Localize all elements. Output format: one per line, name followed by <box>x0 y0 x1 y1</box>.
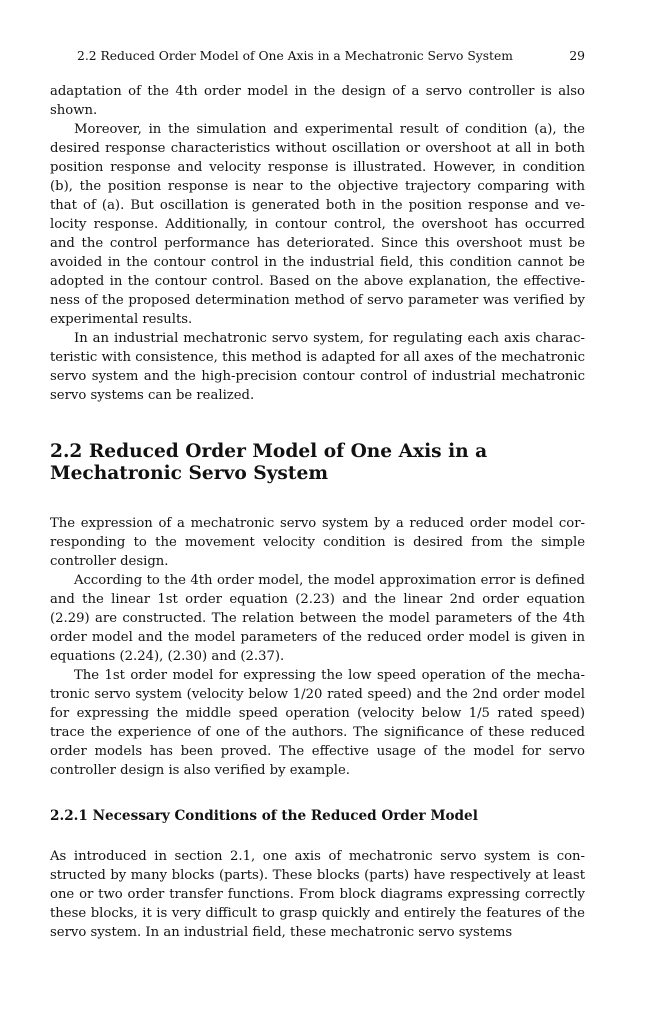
paragraph-continued: adaptation of the 4th order model in the design of a servo controller is also shown. <box>50 84 585 118</box>
paragraph: Moreover, in the simulation and experimental result of condition (a), the desired response characteristics without oscillation or overshoot at all in both position response and velocity response is illustrated. However, in condition (b), the position response is near to the objective trajectory comparing with that of (a). But oscillation is generated both in the position response and velocity response. Additionally, in contour control, the overshoot has occurred and the control performance has deteriorated. Since this overshoot must be avoided in the contour control in the industrial field, this condition cannot be adopted in the contour control. Based on the above explanation, the effectiveness of the proposed determination method of servo parameter was verified by experimental results. <box>50 122 585 327</box>
paragraph: As introduced in section 2.1, one axis of mechatronic servo system is constructed by many blocks (parts). These blocks (parts) have respectively at least one or two order transfer functions. From block diagrams expressing correctly these blocks, it is very difficult to grasp quickly and entirely the features of the servo system. In an industrial field, these mechatronic servo systems <box>50 849 585 940</box>
paragraph: According to the 4th order model, the model approximation error is defined and the linear 1st order equation (2.23) and the linear 2nd order equation (2.29) are constructed. The relation between the model parameters of the 4th order model and the model parameters of the reduced order model is given in equations (2.24), (2.30) and (2.37). <box>50 573 585 664</box>
paragraph: The 1st order model for expressing the low speed operation of the mechatronic servo system (velocity below 1/20 rated speed) and the 2nd order model for expressing the middle speed operation (velocity below 1/5 rated speed) trace the experience of one of the authors. The significance of these reduced order models has been proved. The effective usage of the model for servo controller design is also verified by example. <box>50 668 585 778</box>
section-heading: 2.2 Reduced Order Model of One Axis in a Mechatronic Servo System <box>50 441 488 484</box>
subsection-heading: 2.2.1 Necessary Conditions of the Reduced Order Model <box>50 808 478 824</box>
body-text <box>50 82 585 942</box>
paragraph: The expression of a mechatronic servo system by a reduced order model corresponding to the movement velocity condition is desired from the simple controller design. <box>50 516 585 569</box>
running-title: 2.2 Reduced Order Model of One Axis in a Mechatronic Servo System <box>77 49 513 63</box>
paragraph: In an industrial mechatronic servo system, for regulating each axis characteristic with consistence, this method is adapted for all axes of the mechatronic servo system and the high-precision contour control of industrial mechatronic servo systems can be realized. <box>50 331 585 403</box>
page-number: 29 <box>569 49 585 63</box>
